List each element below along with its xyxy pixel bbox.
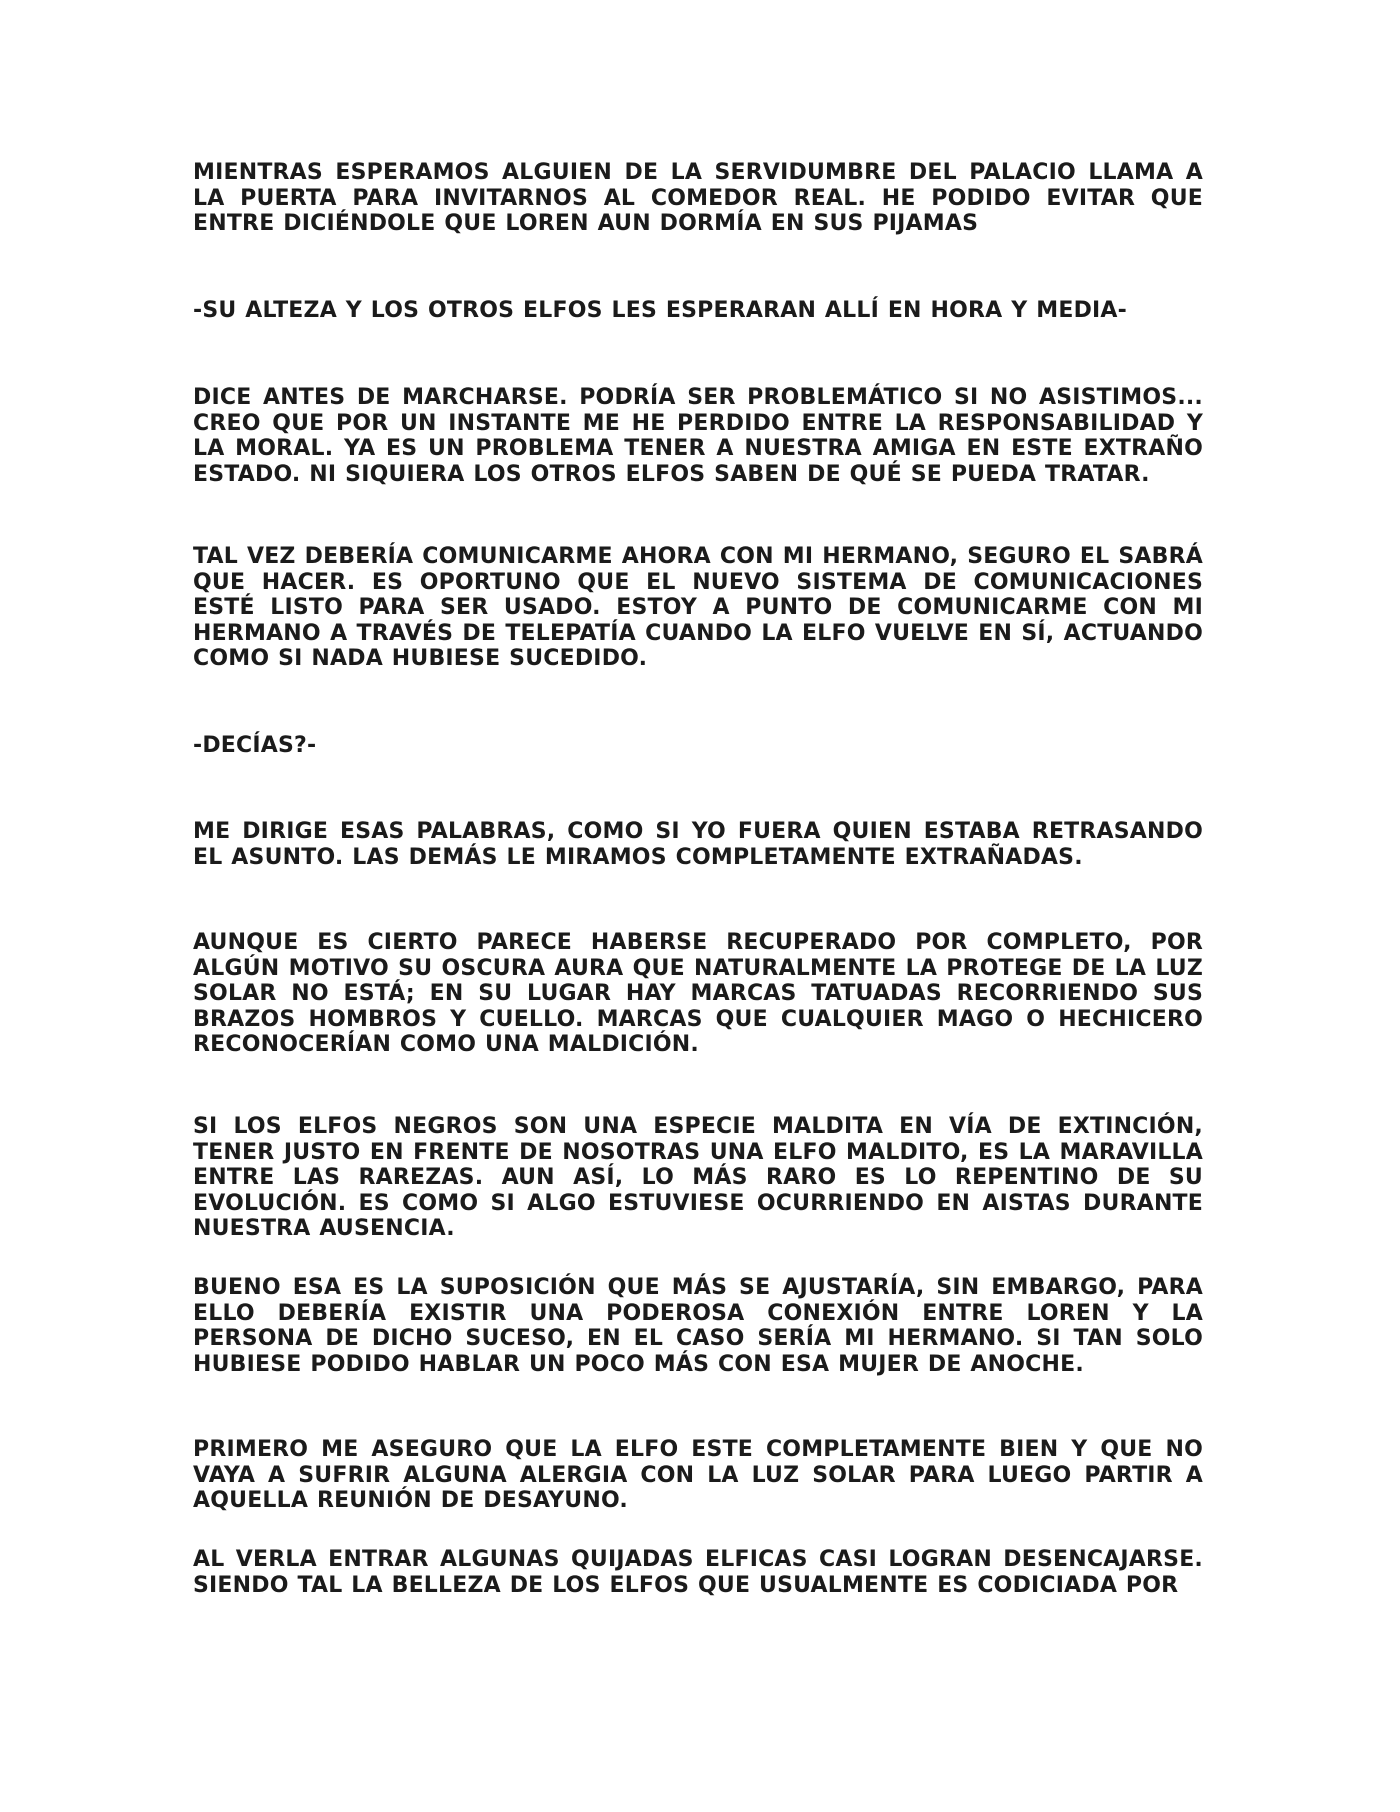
paragraph-breakfast-meeting: PRIMERO ME ASEGURO QUE LA ELFO ESTE COMPLETAMENTE BIEN Y QUE NO VAYA A SUFRIR ALGUNA ALERGIA CON LA LUZ SOLAR PARA LUEGO PARTIR A AQUELLA REUNIÓN DE DESAYUNO.	[193, 1437, 1203, 1513]
paragraph-servants-invitation: MIENTRAS ESPERAMOS ALGUIEN DE LA SERVIDUMBRE DEL PALACIO LLAMA A LA PUERTA PARA INVITARNOS AL COMEDOR REAL. HE PODIDO EVITAR QUE ENTRE DICIÉNDOLE QUE LOREN AUN DORMÍA EN SUS PIJAMAS	[193, 160, 1203, 236]
paragraph-dialogue-decias: -DECÍAS?-	[193, 733, 317, 758]
paragraph-dark-elves: SI LOS ELFOS NEGROS SON UNA ESPECIE MALDITA EN VÍA DE EXTINCIÓN, TENER JUSTO EN FRENTE DE NOSOTRAS UNA ELFO MALDITO, ES LA MARAVILLA ENTRE LAS RAREZAS. AUN ASÍ, LO MÁS RARO ES LO REPENTINO DE SU EVOLUCIÓN. ES COMO SI ALGO ESTUVIESE OCURRIENDO EN AISTAS DURANTE NUESTRA AUSENCIA.	[193, 1114, 1203, 1241]
paragraph-dialogue-highness: -SU ALTEZA Y LOS OTROS ELFOS LES ESPERARAN ALLÍ EN HORA Y MEDIA-	[193, 298, 1127, 323]
paragraph-before-leaving: DICE ANTES DE MARCHARSE. PODRÍA SER PROBLEMÁTICO SI NO ASISTIMOS... CREO QUE POR UN INSTANTE ME HE PERDIDO ENTRE LA RESPONSABILIDAD Y LA MORAL. YA ES UN PROBLEMA TENER A NUESTRA AMIGA EN ESTE EXTRAÑO ESTADO. NI SIQUIERA LOS OTROS ELFOS SABEN DE QUÉ SE PUEDA TRATAR.	[193, 385, 1203, 487]
paragraph-strange-words: ME DIRIGE ESAS PALABRAS, COMO SI YO FUERA QUIEN ESTABA RETRASANDO EL ASUNTO. LAS DEMÁS LE MIRAMOS COMPLETAMENTE EXTRAÑADAS.	[193, 819, 1203, 870]
paragraph-curse-marks: AUNQUE ES CIERTO PARECE HABERSE RECUPERADO POR COMPLETO, POR ALGÚN MOTIVO SU OSCURA AURA QUE NATURALMENTE LA PROTEGE DE LA LUZ SOLAR NO ESTÁ; EN SU LUGAR HAY MARCAS TATUADAS RECORRIENDO SUS BRAZOS HOMBROS Y CUELLO. MARCAS QUE CUALQUIER MAGO O HECHICERO RECONOCERÍAN COMO UNA MALDICIÓN.	[193, 930, 1203, 1057]
paragraph-elven-jaws: AL VERLA ENTRAR ALGUNAS QUIJADAS ELFICAS CASI LOGRAN DESENCAJARSE. SIENDO TAL LA BELLEZA DE LOS ELFOS QUE USUALMENTE ES CODICIADA POR	[193, 1547, 1203, 1598]
paragraph-telepathy: TAL VEZ DEBERÍA COMUNICARME AHORA CON MI HERMANO, SEGURO EL SABRÁ QUE HACER. ES OPORTUNO QUE EL NUEVO SISTEMA DE COMUNICACIONES ESTÉ LISTO PARA SER USADO. ESTOY A PUNTO DE COMUNICARME CON MI HERMANO A TRAVÉS DE TELEPATÍA CUANDO LA ELFO VUELVE EN SÍ, ACTUANDO COMO SI NADA HUBIESE SUCEDIDO.	[193, 544, 1203, 671]
paragraph-supposition: BUENO ESA ES LA SUPOSICIÓN QUE MÁS SE AJUSTARÍA, SIN EMBARGO, PARA ELLO DEBERÍA EXISTIR UNA PODEROSA CONEXIÓN ENTRE LOREN Y LA PERSONA DE DICHO SUCESO, EN EL CASO SERÍA MI HERMANO. SI TAN SOLO HUBIESE PODIDO HABLAR UN POCO MÁS CON ESA MUJER DE ANOCHE.	[193, 1275, 1203, 1377]
